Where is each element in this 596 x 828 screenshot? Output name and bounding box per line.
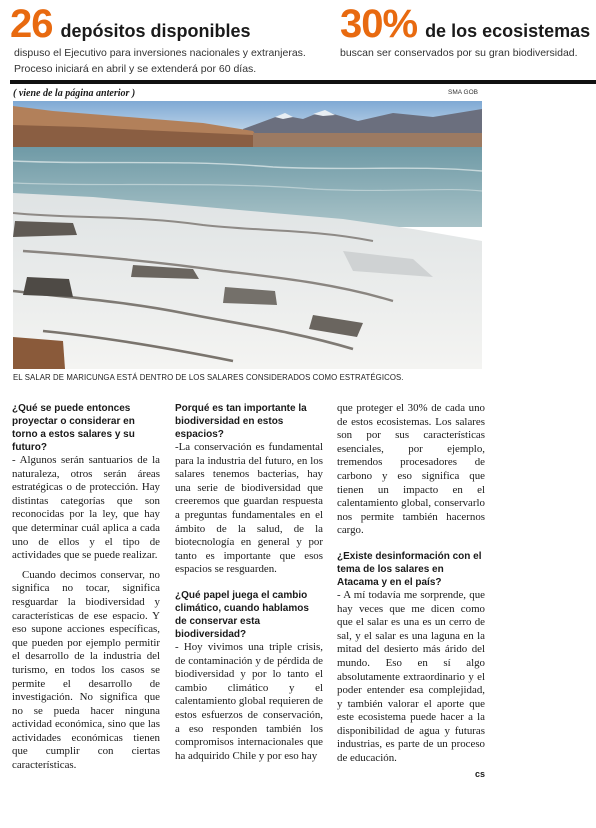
article-column-2 [175, 402, 323, 763]
stat-description-line: Proceso iniciará en abril y se extenderá por 60 días. [14, 63, 257, 75]
stat-number: 26 [10, 2, 53, 46]
stat-description-line: buscan ser conservados por su gran biodiversidad. [340, 47, 578, 59]
continued-from-note: ( viene de la página anterior ) [13, 88, 136, 99]
photo-credit: SMA GOB [448, 89, 478, 96]
interview-question: ¿Qué papel juega el cambio climático, cuando hablamos de conservar esta biodiversidad? [175, 589, 309, 640]
stat-label: de los ecosistemas [425, 21, 591, 41]
interview-question: ¿Qué se puede entonces proyectar o considerar en torno a estos salares y su futuro? [12, 403, 135, 453]
interview-answer: - Hoy vivimos una triple crisis, de contaminación y de pérdida de biodiversidad y por lo tanto el cambio climático y el calentamiento global requieren de estos esfuerzos de conservación, a eso responden también los compromisos internacionales que ha adquirido Chile y por eso hay [175, 640, 323, 762]
interview-question: ¿Existe desinformación con el tema de los salares en Atacama y en el país? [337, 550, 482, 588]
stat-number: 30% [340, 2, 418, 46]
interview-answer: Cuando decimos conservar, no significa no tocar, significa resguardar la biodiversidad y características de ese espacio. Y eso supone acciones específicas, que pueden por ejemplo permitir el desarrollo de la industria del turismo, en todos los casos se permite el desarrollo de investigación. No significa que no se pueda hacer ninguna actividad económica, sino que las actividades económicas tienen que cumplir con ciertas características. [12, 568, 160, 772]
photo-caption: EL SALAR DE MARICUNGA ESTÁ DENTRO DE LOS SALARES CONSIDERADOS COMO ESTRATÉGICOS. [13, 373, 404, 382]
interview-answer: que proteger el 30% de cada uno de estos ecosistemas. Los salares son por sus características esenciales, por ejemplo, tremendos procesadores de carbono y eso significa que tienen un impacto en el calentamiento global, conservarlo nos permite también hacernos cargo. [337, 402, 485, 537]
stat-deposits [10, 4, 330, 76]
interview-answer: - A mí todavía me sorprende, que hay veces que me dicen como que el salar es una es un cerro de sal, y el salar es una laguna en la mitad del desierto más árido del mundo. Eso en sí algo absolutamente extraordinario y el poder entender esa complejidad, y también valorar el aporte que este ecosistema puede hacer a la disponibilidad de agua y futuras industrias, es parte de un proceso de educación. [337, 588, 485, 765]
stat-ecosystems [340, 4, 596, 60]
interview-question: Porqué es tan importante la biodiversidad en estos espacios? [175, 403, 307, 440]
divider-rule [10, 80, 596, 84]
article-column-3 [337, 402, 485, 781]
stat-description-line: dispuso el Ejecutivo para inversiones nacionales y extranjeras. [14, 47, 306, 59]
interview-answer: - Algunos serán santuarios de la naturaleza, otros serán áreas estratégicas o de protección. Hay distintas categorías que son reconocidas por la ley, que hay que determinar cuál aplica a cada uno de ellos y el tipo de actividades que se puede realizar. [12, 454, 160, 562]
end-mark: cs [474, 768, 485, 779]
interview-answer: -La conservación es fundamental para la industria del futuro, en los salares tenemos bacterias, hay una serie de biodiversidad que creeremos que guardan respuesta a preguntas fundamentales en el ámbito de la salud, de la biotecnología en general y por tanto es importante que esos espacios se resguarden. [175, 441, 323, 576]
stat-label: depósitos disponibles [60, 21, 251, 41]
article-column-1 [12, 402, 160, 773]
salar-photo [13, 101, 482, 369]
